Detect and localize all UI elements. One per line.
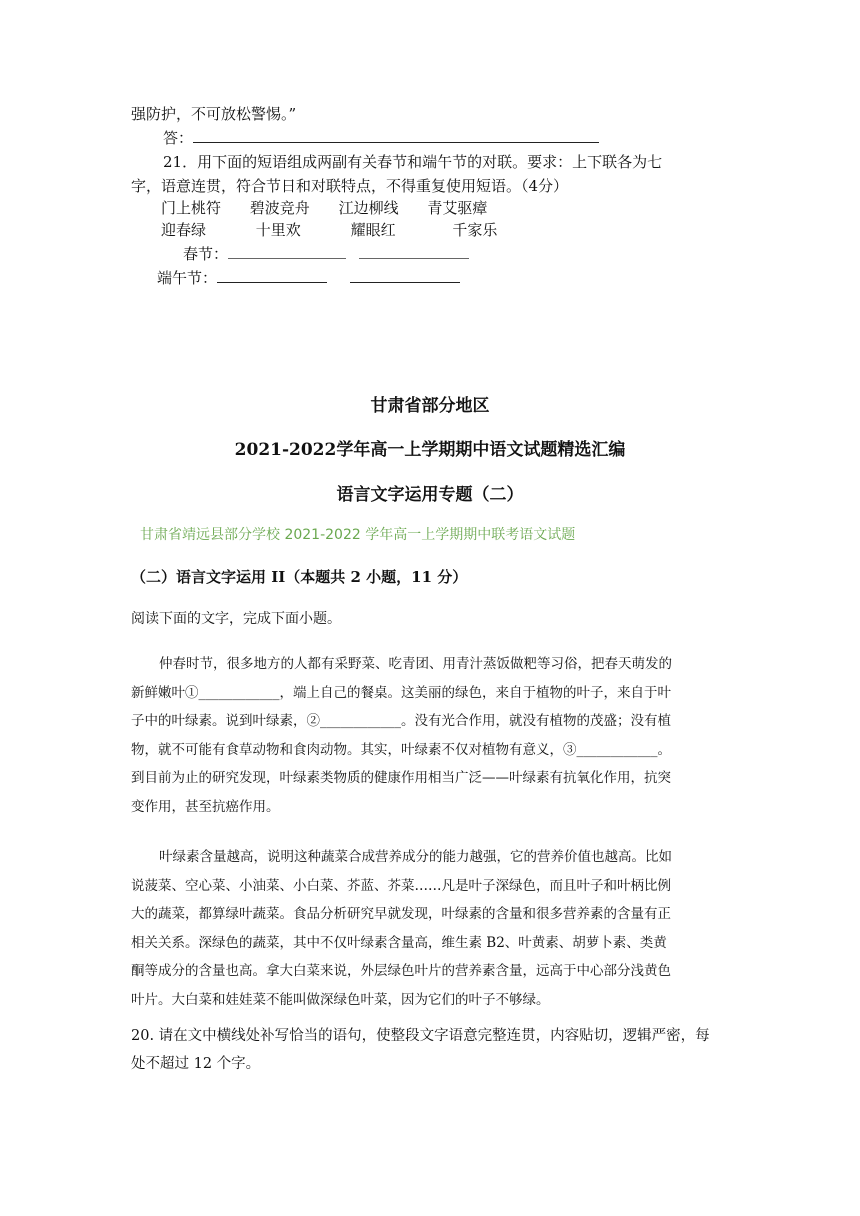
passage-line: 变作用，甚至抗癌作用。 bbox=[131, 798, 280, 815]
passage-line: 叶片。大白菜和娃娃菜不能叫做深绿色叶菜，因为它们的叶子不够绿。 bbox=[131, 991, 550, 1008]
dragon-blank-upper[interactable] bbox=[217, 268, 327, 283]
spring-festival-line bbox=[183, 244, 469, 264]
phrase-item: 十里欢 bbox=[255, 221, 301, 239]
phrases-row-2 bbox=[161, 220, 521, 240]
passage-line: 相关关系。深绿色的蔬菜，其中不仅叶绿素含量高，维生素 B2、叶黄素、胡萝卜素、类黄 bbox=[131, 934, 667, 951]
spring-blank-lower[interactable] bbox=[359, 244, 469, 259]
source-link[interactable]: 甘肃省靖远县部分学校 2021-2022 学年高一上学期期中联考语文试题 bbox=[140, 527, 576, 543]
passage-line: 物，就不可能有食草动物和食肉动物。其实，叶绿素不仅对植物有意义，③____________。 bbox=[131, 741, 671, 758]
dragon-blank-lower[interactable] bbox=[350, 268, 460, 283]
phrase-item: 江边柳线 bbox=[338, 199, 399, 217]
spring-blank-upper[interactable] bbox=[228, 244, 346, 259]
question-20-line1: 20. 请在文中横线处补写恰当的语句，使整段文字语意完整连贯，内容贴切，逻辑严密，每 bbox=[131, 1028, 710, 1044]
phrase-item: 耀眼红 bbox=[350, 221, 396, 239]
doc-title-region: 甘肃省部分地区 bbox=[370, 396, 490, 416]
continuation-text: 强防护，不可放松警惕。” bbox=[131, 105, 297, 123]
phrase-item: 千家乐 bbox=[452, 221, 498, 239]
passage-paragraph-2 bbox=[131, 843, 731, 1014]
passage-line: 仲春时节，很多地方的人都有采野菜、吃青团、用青汁蒸饭做粑等习俗，把春天萌发的 bbox=[159, 656, 672, 672]
doc-title-topic: 语言文字运用专题（二） bbox=[336, 485, 524, 505]
passage-line: 说菠菜、空心菜、小油菜、小白菜、芥蓝、芥菜……凡是叶子深绿色，而且叶子和叶柄比例 bbox=[131, 877, 671, 894]
phrase-item: 青艾驱瘴 bbox=[427, 199, 488, 217]
passage-line: 酮等成分的含量也高。拿大白菜来说，外层绿色叶片的营养素含量，远高于中心部分浅黄色 bbox=[131, 963, 671, 979]
phrase-item: 门上桃符 bbox=[161, 199, 222, 217]
q21-line1: 21．用下面的短语组成两副有关春节和端午节的对联。要求：上下联各为七 bbox=[163, 153, 663, 171]
phrase-item: 碧波竞舟 bbox=[249, 199, 310, 217]
passage-paragraph-1 bbox=[131, 650, 731, 821]
passage-line: 子中的叶绿素。说到叶绿素，②____________。没有光合作用，就没有植物的茂盛；没有植 bbox=[131, 713, 671, 729]
dragon-boat-line bbox=[157, 268, 460, 288]
phrases-row-1 bbox=[161, 198, 511, 218]
phrase-item: 迎春绿 bbox=[161, 221, 207, 239]
answer-line bbox=[163, 128, 599, 148]
spring-label: 春节： bbox=[183, 245, 229, 263]
answer-label: 答： bbox=[163, 129, 194, 147]
passage-line: 叶绿素含量越高，说明这种蔬菜合成营养成分的能力越强，它的营养价值也越高。比如 bbox=[159, 849, 672, 865]
doc-title-main: 2021-2022学年高一上学期期中语文试题精选汇编 bbox=[234, 440, 626, 460]
question-20-line2: 处不超过 12 个字。 bbox=[131, 1056, 261, 1072]
instruction-text: 阅读下面的文字，完成下面小题。 bbox=[131, 611, 341, 627]
question-20 bbox=[131, 1022, 731, 1078]
passage-line: 大的蔬菜，都算绿叶蔬菜。食品分析研究早就发现，叶绿素的含量和很多营养素的含量有正 bbox=[131, 906, 671, 922]
q21-line2: 字，语意连贯，符合节日和对联特点，不得重复使用短语。（4分） bbox=[131, 177, 569, 195]
answer-blank[interactable] bbox=[193, 128, 599, 143]
section-heading: （二）语言文字运用 II（本题共 2 小题，11 分） bbox=[131, 568, 468, 586]
dragon-label: 端午节： bbox=[157, 269, 218, 287]
passage-line: 到目前为止的研究发现，叶绿素类物质的健康作用相当广泛——叶绿素有抗氧化作用，抗突 bbox=[131, 770, 671, 786]
passage-line: 新鲜嫩叶①____________，端上自己的餐桌。这美丽的绿色，来自于植物的叶子，来自于叶 bbox=[131, 684, 671, 701]
